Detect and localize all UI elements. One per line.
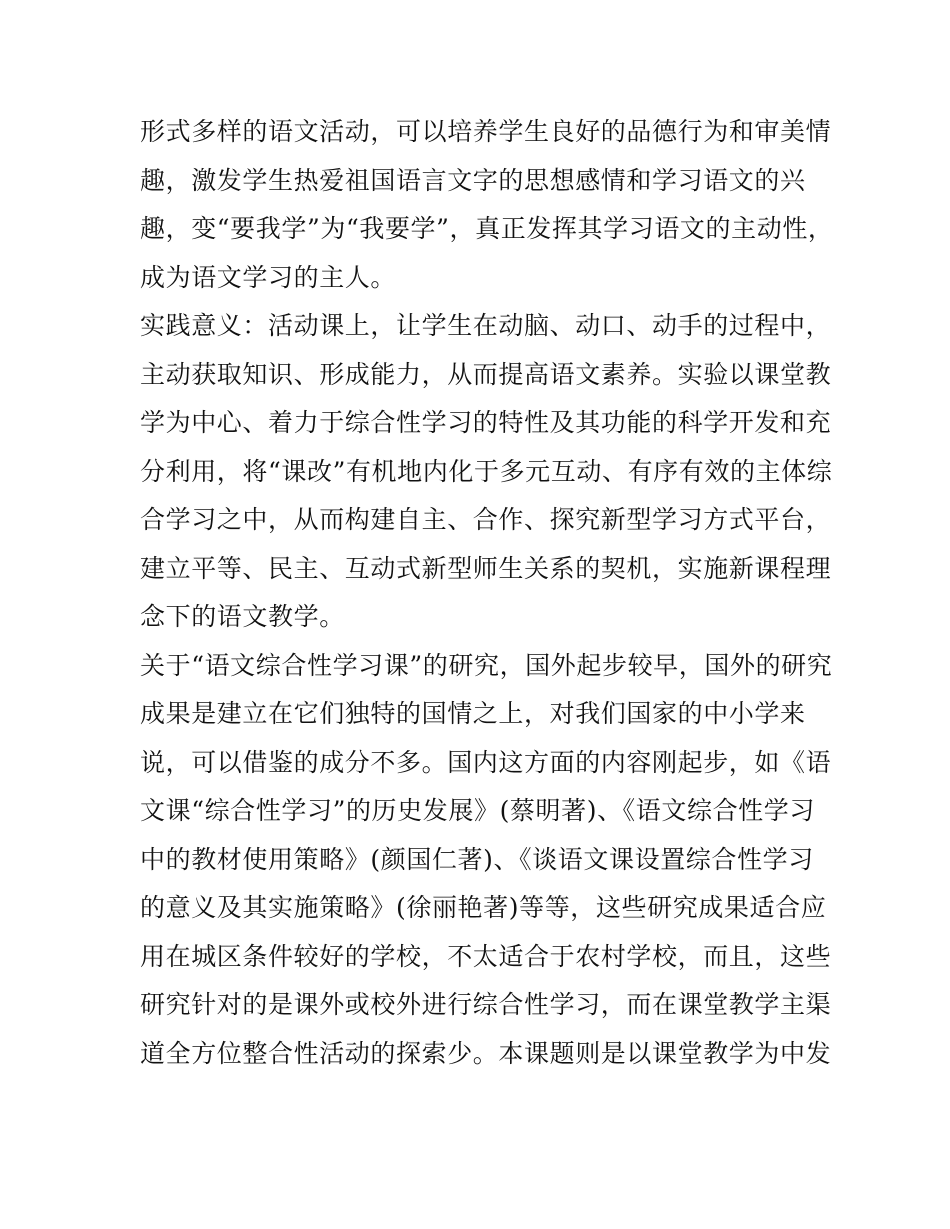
body-text [140, 108, 834, 1078]
text-line: 中的教材使用策略》(颜国仁著)、《谈语文课设置综合性学习 [140, 844, 814, 874]
text-line: 合学习之中，从而构建自主、合作、探究新型学习方式平台， [140, 505, 832, 534]
text-line: 趣，激发学生热爱祖国语言文字的思想感情和学习语文的兴 [140, 165, 806, 195]
text-line: 用在城区条件较好的学校，不太适合于农村学校，而且，这些 [140, 941, 832, 971]
text-line: 研究针对的是课外或校外进行综合性学习，而在课堂教学主渠 [140, 990, 832, 1019]
text-line: 念下的语文教学。 [140, 602, 345, 631]
text-line: 的意义及其实施策略》(徐丽艳著)等等，这些研究成果适合应 [140, 893, 827, 922]
text-line: 成为语文学习的主人。 [140, 262, 397, 292]
text-line: 实践意义：活动课上，让学生在动脑、动口、动手的过程中， [140, 311, 832, 340]
text-line: 形式多样的语文活动，可以培养学生良好的品德行为和审美情 [140, 117, 832, 146]
text-line: 建立平等、民主、互动式新型师生关系的契机，实施新课程理 [140, 553, 832, 583]
text-line: 说，可以借鉴的成分不多。国内这方面的内容刚起步，如《语 [140, 747, 832, 777]
text-line: 道全方位整合性活动的探索少。本课题则是以课堂教学为中发 [140, 1038, 832, 1068]
text-line: 分利用，将“课改”有机地内化于多元互动、有序有效的主体综 [140, 456, 833, 486]
text-line: 关于“语文综合性学习课”的研究，国外起步较早，国外的研究 [140, 650, 833, 680]
text-line: 趣，变“要我学”为“我要学”，真正发挥其学习语文的主动性， [140, 214, 834, 243]
text-line: 成果是建立在它们独特的国情之上，对我们国家的中小学来 [140, 699, 806, 728]
text-line: 学为中心、着力于综合性学习的特性及其功能的科学开发和充 [140, 408, 832, 437]
text-line: 主动获取知识、形成能力，从而提高语文素养。实验以课堂教 [140, 359, 832, 389]
text-line: 文课“综合性学习”的历史发展》(蔡明著)、《语文综合性学习 [140, 796, 815, 825]
